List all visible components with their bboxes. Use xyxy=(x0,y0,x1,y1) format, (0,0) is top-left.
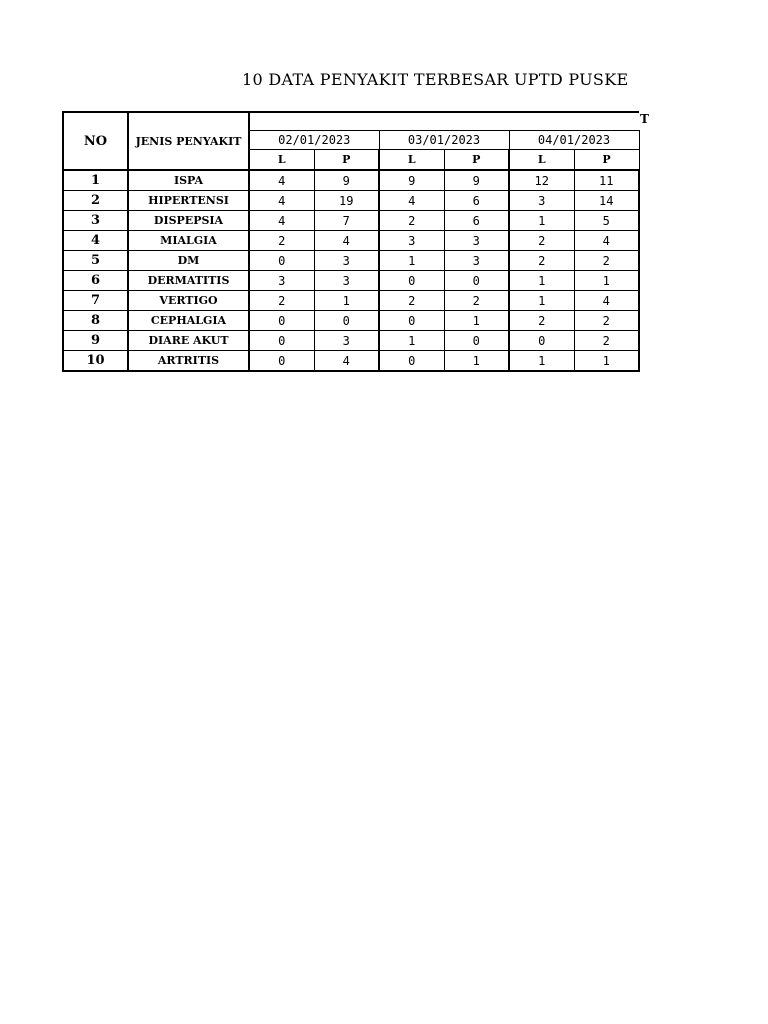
row-number: 7 xyxy=(63,291,128,311)
table-row xyxy=(63,251,639,271)
header-date: 03/01/2023 xyxy=(379,131,509,150)
count-l-cell: 2 xyxy=(379,291,444,311)
count-p-cell: 6 xyxy=(444,211,509,231)
count-p-cell: 1 xyxy=(444,351,509,372)
table-row xyxy=(63,170,639,191)
count-l-cell: 3 xyxy=(249,271,314,291)
disease-name: DIARE AKUT xyxy=(128,331,249,351)
disease-name: ISPA xyxy=(128,170,249,191)
disease-name: DISPEPSIA xyxy=(128,211,249,231)
table-body xyxy=(63,112,639,371)
count-l-cell: 2 xyxy=(509,231,574,251)
row-number: 5 xyxy=(63,251,128,271)
count-l-cell: 1 xyxy=(379,331,444,351)
count-p-cell: 3 xyxy=(314,271,379,291)
disease-name: MIALGIA xyxy=(128,231,249,251)
table-row xyxy=(63,211,639,231)
disease-name: DM xyxy=(128,251,249,271)
count-l-cell: 0 xyxy=(509,331,574,351)
count-p-cell: 19 xyxy=(314,191,379,211)
count-l-cell: 2 xyxy=(249,291,314,311)
header-date: 02/01/2023 xyxy=(249,131,379,150)
row-number: 8 xyxy=(63,311,128,331)
count-l-cell: 9 xyxy=(379,170,444,191)
header-date: 04/01/2023 xyxy=(509,131,639,150)
count-p-cell: 2 xyxy=(444,291,509,311)
count-p-cell: 0 xyxy=(444,271,509,291)
disease-name: ARTRITIS xyxy=(128,351,249,372)
header-p: P xyxy=(314,150,379,171)
header-no: NO xyxy=(63,112,128,170)
row-number: 6 xyxy=(63,271,128,291)
count-l-cell: 12 xyxy=(509,170,574,191)
header-p: P xyxy=(444,150,509,171)
count-p-cell: 7 xyxy=(314,211,379,231)
header-l: L xyxy=(379,150,444,171)
table-row xyxy=(63,231,639,251)
count-p-cell: 0 xyxy=(444,331,509,351)
row-number: 10 xyxy=(63,351,128,372)
header-disease-name: JENIS PENYAKIT xyxy=(128,112,249,170)
count-p-cell: 1 xyxy=(574,271,639,291)
count-p-cell: 2 xyxy=(574,311,639,331)
header-row-period xyxy=(63,112,639,131)
count-l-cell: 2 xyxy=(379,211,444,231)
count-l-cell: 2 xyxy=(509,251,574,271)
table-row xyxy=(63,351,639,372)
count-l-cell: 4 xyxy=(249,170,314,191)
count-l-cell: 1 xyxy=(509,351,574,372)
disease-name: VERTIGO xyxy=(128,291,249,311)
count-p-cell: 2 xyxy=(574,251,639,271)
count-l-cell: 1 xyxy=(509,271,574,291)
row-number: 2 xyxy=(63,191,128,211)
count-p-cell: 5 xyxy=(574,211,639,231)
count-l-cell: 0 xyxy=(249,251,314,271)
count-p-cell: 4 xyxy=(574,231,639,251)
table-row xyxy=(63,191,639,211)
count-l-cell: 3 xyxy=(379,231,444,251)
count-l-cell: 2 xyxy=(249,231,314,251)
disease-name: DERMATITIS xyxy=(128,271,249,291)
count-l-cell: 2 xyxy=(509,311,574,331)
count-l-cell: 0 xyxy=(249,331,314,351)
period-label: T xyxy=(640,112,649,126)
table-row xyxy=(63,331,639,351)
count-p-cell: 9 xyxy=(314,170,379,191)
count-p-cell: 2 xyxy=(574,331,639,351)
count-l-cell: 3 xyxy=(509,191,574,211)
disease-table xyxy=(62,111,640,372)
count-p-cell: 3 xyxy=(444,231,509,251)
count-p-cell: 1 xyxy=(574,351,639,372)
count-p-cell: 14 xyxy=(574,191,639,211)
count-l-cell: 4 xyxy=(249,211,314,231)
count-p-cell: 0 xyxy=(314,311,379,331)
count-l-cell: 0 xyxy=(249,311,314,331)
header-l: L xyxy=(249,150,314,171)
count-p-cell: 1 xyxy=(444,311,509,331)
count-l-cell: 0 xyxy=(249,351,314,372)
row-number: 9 xyxy=(63,331,128,351)
header-l: L xyxy=(509,150,574,171)
row-number: 1 xyxy=(63,170,128,191)
count-l-cell: 1 xyxy=(509,211,574,231)
count-l-cell: 1 xyxy=(379,251,444,271)
count-l-cell: 4 xyxy=(249,191,314,211)
disease-name: CEPHALGIA xyxy=(128,311,249,331)
count-p-cell: 11 xyxy=(574,170,639,191)
count-p-cell: 4 xyxy=(314,351,379,372)
count-l-cell: 0 xyxy=(379,271,444,291)
count-l-cell: 4 xyxy=(379,191,444,211)
count-p-cell: 3 xyxy=(314,251,379,271)
table-row xyxy=(63,291,639,311)
count-p-cell: 4 xyxy=(574,291,639,311)
count-p-cell: 9 xyxy=(444,170,509,191)
count-p-cell: 6 xyxy=(444,191,509,211)
row-number: 3 xyxy=(63,211,128,231)
count-l-cell: 0 xyxy=(379,351,444,372)
table-row xyxy=(63,271,639,291)
count-p-cell: 3 xyxy=(314,331,379,351)
count-l-cell: 0 xyxy=(379,311,444,331)
count-p-cell: 3 xyxy=(444,251,509,271)
row-number: 4 xyxy=(63,231,128,251)
disease-name: HIPERTENSI xyxy=(128,191,249,211)
header-p: P xyxy=(574,150,639,171)
document-title: 10 DATA PENYAKIT TERBESAR UPTD PUSKE xyxy=(242,70,629,89)
count-l-cell: 1 xyxy=(509,291,574,311)
count-p-cell: 4 xyxy=(314,231,379,251)
header-period-cell xyxy=(249,112,639,131)
count-p-cell: 1 xyxy=(314,291,379,311)
table-row xyxy=(63,311,639,331)
